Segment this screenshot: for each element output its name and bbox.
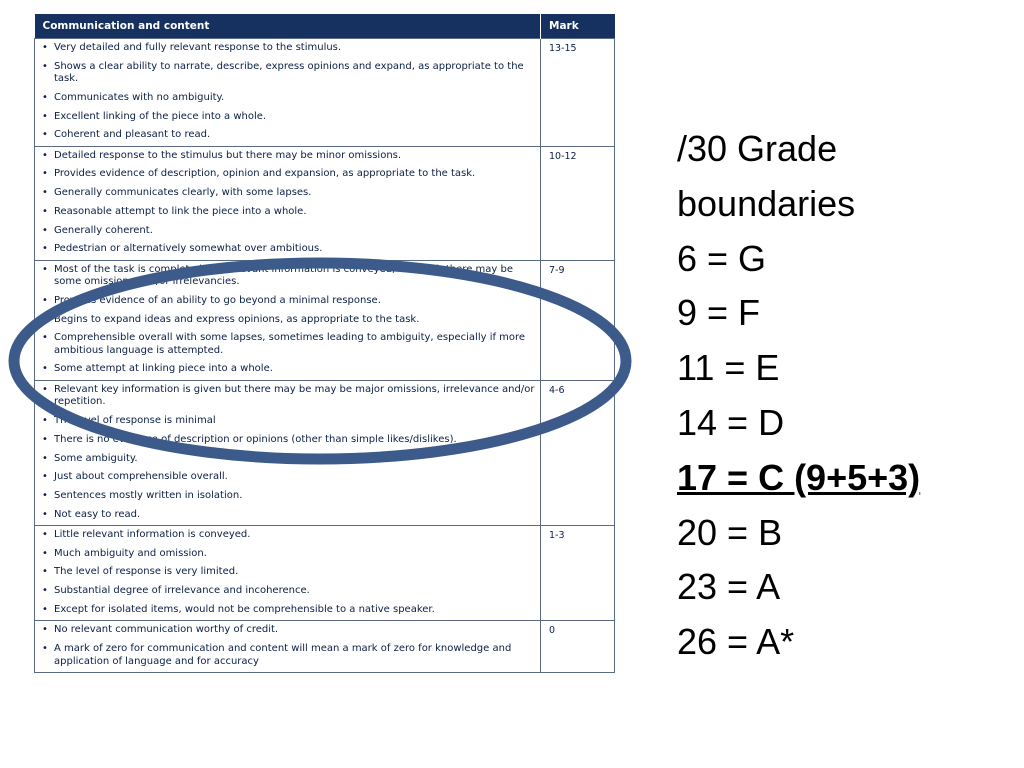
rubric-descriptors	[35, 526, 541, 621]
grade-boundary: 9 = F	[677, 292, 761, 334]
descriptor-list	[40, 624, 535, 668]
grade-boundary-highlighted: 17 = C (9+5+3)	[677, 456, 921, 498]
rubric-row	[35, 260, 615, 380]
descriptor-item: • Some ambiguity.	[40, 453, 535, 466]
descriptor-item: • Comprehensible overall with some lapses, sometimes leading to ambiguity, especially if more ambitious language is attempted.	[40, 332, 535, 357]
mark-range: 4-6	[541, 380, 615, 525]
mark-range: 10-12	[541, 146, 615, 260]
descriptor-list	[40, 150, 535, 256]
descriptor-item: • Except for isolated items, would not be comprehensible to a native speaker.	[40, 604, 535, 617]
descriptor-item: • Much ambiguity and omission.	[40, 548, 535, 561]
descriptor-list	[40, 42, 535, 142]
rubric-row	[35, 526, 615, 621]
descriptor-item: • Generally communicates clearly, with some lapses.	[40, 187, 535, 200]
descriptor-item: • Not easy to read.	[40, 509, 535, 522]
mark-scheme-table	[34, 14, 615, 673]
descriptor-list	[40, 529, 535, 616]
rubric-row	[35, 39, 615, 147]
rubric-descriptors	[35, 39, 541, 147]
rubric-row	[35, 621, 615, 673]
descriptor-item: • Sentences mostly written in isolation.	[40, 490, 535, 503]
descriptor-item: • Some attempt at linking piece into a whole.	[40, 363, 535, 376]
descriptor-list	[40, 384, 535, 521]
descriptor-item: • Coherent and pleasant to read.	[40, 129, 535, 142]
criterion-column-header: Communication and content	[35, 14, 541, 39]
mark-range: 13-15	[541, 39, 615, 147]
grade-boundary: 26 = A*	[677, 621, 795, 663]
mark-column-header: Mark	[541, 14, 615, 39]
rubric-descriptors	[35, 146, 541, 260]
descriptor-item: • Shows a clear ability to narrate, describe, express opinions and expand, as appropriate to the task.	[40, 61, 535, 86]
rubric-row	[35, 146, 615, 260]
rubric-descriptors	[35, 260, 541, 380]
rubric-descriptors	[35, 380, 541, 525]
descriptor-list	[40, 264, 535, 376]
grade-boundary: 14 = D	[677, 401, 785, 443]
descriptor-item: • Detailed response to the stimulus but there may be minor omissions.	[40, 150, 535, 163]
descriptor-item: • A mark of zero for communication and content will mean a mark of zero for knowledge and application of language and for accuracy	[40, 643, 535, 668]
rubric-row	[35, 380, 615, 525]
descriptor-item: • Reasonable attempt to link the piece into a whole.	[40, 206, 535, 219]
descriptor-item: • Little relevant information is conveyed.	[40, 529, 535, 542]
mark-range: 1-3	[541, 526, 615, 621]
table-header-row	[35, 14, 615, 39]
grade-boundaries-panel	[677, 122, 920, 670]
grade-boundaries-title-line2: boundaries	[677, 182, 856, 224]
descriptor-item: • Pedestrian or alternatively somewhat over ambitious.	[40, 243, 535, 256]
descriptor-item: • Provides evidence of an ability to go beyond a minimal response.	[40, 295, 535, 308]
grade-boundary: 20 = B	[677, 511, 783, 553]
descriptor-item: • Substantial degree of irrelevance and incoherence.	[40, 585, 535, 598]
rubric-descriptors	[35, 621, 541, 673]
descriptor-item: • Most of the task is completed and relevant information is conveyed, although there may be some omissions and/or irrelevancies.	[40, 264, 535, 289]
descriptor-item: • There is no evidence of description or opinions (other than simple likes/dislikes).	[40, 434, 535, 447]
descriptor-item: • Communicates with no ambiguity.	[40, 92, 535, 105]
descriptor-item: • Very detailed and fully relevant response to the stimulus.	[40, 42, 535, 55]
grade-boundary: 6 = G	[677, 237, 767, 279]
descriptor-item: • Just about comprehensible overall.	[40, 471, 535, 484]
mark-range: 0	[541, 621, 615, 673]
grade-boundaries-title-line1: /30 Grade	[677, 128, 838, 169]
descriptor-item: • No relevant communication worthy of credit.	[40, 624, 535, 637]
grade-boundary-list	[677, 232, 920, 670]
grade-boundary: 11 = E	[677, 347, 780, 389]
descriptor-item: • Provides evidence of description, opinion and expansion, as appropriate to the task.	[40, 168, 535, 181]
descriptor-item: • The level of response is minimal	[40, 415, 535, 428]
descriptor-item: • Generally coherent.	[40, 225, 535, 238]
grade-boundary: 23 = A	[677, 566, 781, 608]
descriptor-item: • The level of response is very limited.	[40, 566, 535, 579]
descriptor-item: • Excellent linking of the piece into a whole.	[40, 111, 535, 124]
mark-scheme-body	[35, 39, 615, 673]
descriptor-item: • Begins to expand ideas and express opinions, as appropriate to the task.	[40, 314, 535, 327]
descriptor-item: • Relevant key information is given but there may be may be major omissions, irrelevance and/or repetition.	[40, 384, 535, 409]
mark-range: 7-9	[541, 260, 615, 380]
